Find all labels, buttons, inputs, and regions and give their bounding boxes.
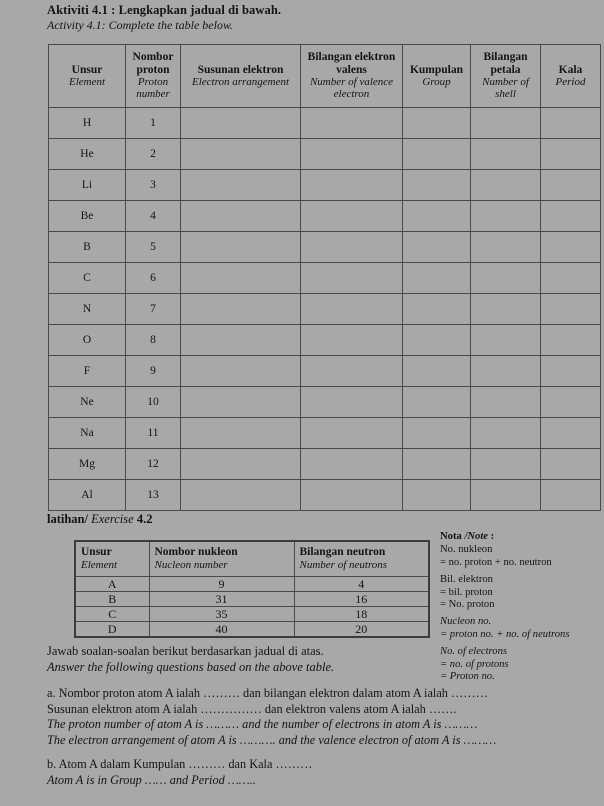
table-row xyxy=(49,108,601,139)
note-line: Nucleon no. xyxy=(440,616,492,628)
cell-period[interactable] xyxy=(541,170,601,201)
cell-shells[interactable] xyxy=(471,139,541,170)
note-line: No. of electrons xyxy=(440,646,507,658)
question-a-en-line-1[interactable]: The proton number of atom A is ……… and the number of electrons in atom A is ……… xyxy=(47,717,478,731)
cell-valence-electron[interactable] xyxy=(301,263,403,294)
instruction-en: Answer the following questions based on the above table. xyxy=(47,660,335,674)
cell-shells[interactable] xyxy=(471,387,541,418)
note-line: = No. proton xyxy=(440,599,495,611)
cell-electron-arrangement[interactable] xyxy=(181,387,301,418)
cell-nucleon-number: 40 xyxy=(149,622,294,638)
cell-shells[interactable] xyxy=(471,263,541,294)
cell-proton-number: 12 xyxy=(126,449,181,480)
cell-element: Ne xyxy=(49,387,126,418)
nucleon-number-table xyxy=(74,540,430,638)
cell-proton-number: 3 xyxy=(126,170,181,201)
cell-electron-arrangement[interactable] xyxy=(181,325,301,356)
cell-group[interactable] xyxy=(403,480,471,511)
table-row xyxy=(49,232,601,263)
question-b xyxy=(47,757,595,788)
element-properties-table-body xyxy=(49,108,601,511)
cell-electron-arrangement[interactable] xyxy=(181,232,301,263)
column-header-proton-number xyxy=(126,45,181,108)
column-header-neutrons-en: Number of neutrons xyxy=(299,559,388,571)
cell-element: N xyxy=(49,294,126,325)
column-header-valence-electron-ms: Bilangan elektron valens xyxy=(307,51,396,76)
cell-element: D xyxy=(75,622,149,638)
cell-period[interactable] xyxy=(541,232,601,263)
column-header-electron-arrangement-ms: Susunan elektron xyxy=(197,63,284,76)
column-header-neutrons xyxy=(294,541,429,577)
cell-element: B xyxy=(75,592,149,607)
cell-period[interactable] xyxy=(541,294,601,325)
cell-group[interactable] xyxy=(403,418,471,449)
column-header-element-ms: Unsur xyxy=(81,545,112,558)
table-row xyxy=(49,201,601,232)
table-row xyxy=(49,263,601,294)
cell-period[interactable] xyxy=(541,108,601,139)
cell-group[interactable] xyxy=(403,263,471,294)
cell-valence-electron[interactable] xyxy=(301,170,403,201)
cell-proton-number: 2 xyxy=(126,139,181,170)
instructions xyxy=(47,643,437,675)
cell-element: O xyxy=(49,325,126,356)
cell-neutrons: 16 xyxy=(294,592,429,607)
note-title xyxy=(440,531,600,543)
nucleon-table-header-row xyxy=(75,541,429,577)
column-header-proton-number-ms: Nombor proton xyxy=(132,51,174,76)
cell-electron-arrangement[interactable] xyxy=(181,480,301,511)
cell-group[interactable] xyxy=(403,294,471,325)
activity-title-en: Activity 4.1: Complete the table below. xyxy=(47,18,234,32)
cell-element: B xyxy=(49,232,126,263)
cell-electron-arrangement[interactable] xyxy=(181,418,301,449)
note-title-ms: Nota xyxy=(440,531,462,542)
column-header-element-ms: Unsur xyxy=(71,63,103,76)
cell-shells[interactable] xyxy=(471,170,541,201)
cell-element: Mg xyxy=(49,449,126,480)
cell-valence-electron[interactable] xyxy=(301,356,403,387)
cell-period[interactable] xyxy=(541,387,601,418)
cell-proton-number: 13 xyxy=(126,480,181,511)
nucleon-table-body xyxy=(75,577,429,638)
column-header-element xyxy=(49,45,126,108)
table-row xyxy=(49,170,601,201)
questions-list xyxy=(47,686,595,797)
cell-period[interactable] xyxy=(541,139,601,170)
column-header-group-en: Group xyxy=(422,76,451,88)
question-a xyxy=(47,686,595,748)
note-line: = proton no. + no. of neutrons xyxy=(440,628,570,640)
column-header-proton-number-en: Proton number xyxy=(136,76,170,101)
note-box xyxy=(440,531,600,688)
cell-element: Na xyxy=(49,418,126,449)
cell-nucleon-number: 9 xyxy=(149,577,294,592)
cell-element: Li xyxy=(49,170,126,201)
column-header-period xyxy=(541,45,601,108)
cell-element: H xyxy=(49,108,126,139)
cell-proton-number: 4 xyxy=(126,201,181,232)
question-a-en-line-2[interactable]: The electron arrangement of atom A is ………. and the valence electron of atom A is ……… xyxy=(47,732,497,747)
exercise-number: 4.2 xyxy=(136,512,153,526)
cell-element: Be xyxy=(49,201,126,232)
cell-shells[interactable] xyxy=(471,356,541,387)
cell-shells[interactable] xyxy=(471,480,541,511)
cell-neutrons: 18 xyxy=(294,607,429,622)
instruction-ms: Jawab soalan-soalan berikut berdasarkan jadual di atas. xyxy=(47,644,324,658)
column-header-valence-electron-en: Number of valence electron xyxy=(309,76,394,101)
cell-valence-electron[interactable] xyxy=(301,108,403,139)
column-header-shells-en: Number of shell xyxy=(482,76,529,101)
table-row xyxy=(75,622,429,638)
note-title-colon: : xyxy=(490,531,495,542)
cell-group[interactable] xyxy=(403,108,471,139)
column-header-group-ms: Kumpulan xyxy=(409,63,464,76)
table-row xyxy=(49,387,601,418)
cell-group[interactable] xyxy=(403,139,471,170)
column-header-nucleon-number xyxy=(149,541,294,577)
cell-period[interactable] xyxy=(541,418,601,449)
cell-electron-arrangement[interactable] xyxy=(181,170,301,201)
cell-electron-arrangement[interactable] xyxy=(181,139,301,170)
cell-element: C xyxy=(75,607,149,622)
cell-valence-electron[interactable] xyxy=(301,139,403,170)
cell-period[interactable] xyxy=(541,480,601,511)
cell-period[interactable] xyxy=(541,263,601,294)
cell-electron-arrangement[interactable] xyxy=(181,449,301,480)
table-row xyxy=(49,449,601,480)
table-row xyxy=(75,592,429,607)
cell-group[interactable] xyxy=(403,449,471,480)
activity-title-ms: Aktiviti 4.1 : Lengkapkan jadual di bawah. xyxy=(47,3,282,17)
cell-neutrons: 4 xyxy=(294,577,429,592)
cell-shells[interactable] xyxy=(471,201,541,232)
note-line: = no. of protons xyxy=(440,658,509,670)
cell-proton-number: 1 xyxy=(126,108,181,139)
note-group-ms-nucleon xyxy=(440,544,600,569)
cell-proton-number: 9 xyxy=(126,356,181,387)
column-header-element-en: Element xyxy=(81,559,118,571)
column-header-neutrons-ms: Bilangan neutron xyxy=(299,545,386,558)
table-row xyxy=(75,577,429,592)
column-header-period-ms: Kala xyxy=(558,63,583,76)
note-line: = Proton no. xyxy=(440,671,495,683)
exercise-label-ms: latihan xyxy=(47,512,85,526)
cell-group[interactable] xyxy=(403,232,471,263)
cell-shells[interactable] xyxy=(471,108,541,139)
table-row xyxy=(49,418,601,449)
column-header-shells-ms: Bilangan petala xyxy=(483,51,528,76)
column-header-shells xyxy=(471,45,541,108)
note-line: Bil. elektron xyxy=(440,574,493,586)
note-title-separator: / xyxy=(464,531,468,542)
cell-period[interactable] xyxy=(541,356,601,387)
cell-proton-number: 6 xyxy=(126,263,181,294)
element-properties-table xyxy=(48,44,601,511)
cell-valence-electron[interactable] xyxy=(301,325,403,356)
cell-shells[interactable] xyxy=(471,418,541,449)
cell-electron-arrangement[interactable] xyxy=(181,356,301,387)
table-row xyxy=(49,139,601,170)
cell-element: F xyxy=(49,356,126,387)
note-title-en: Note xyxy=(467,531,488,542)
note-group-ms-electron xyxy=(440,574,600,611)
note-line: = bil. proton xyxy=(440,586,493,598)
cell-group[interactable] xyxy=(403,387,471,418)
cell-electron-arrangement[interactable] xyxy=(181,108,301,139)
column-header-element-en: Element xyxy=(68,76,106,88)
exercise-label-separator: / xyxy=(84,512,88,526)
cell-valence-electron[interactable] xyxy=(301,201,403,232)
column-header-nucleon-number-en: Nucleon number xyxy=(154,559,228,571)
cell-shells[interactable] xyxy=(471,232,541,263)
cell-proton-number: 11 xyxy=(126,418,181,449)
table-row xyxy=(49,480,601,511)
cell-group[interactable] xyxy=(403,201,471,232)
cell-group[interactable] xyxy=(403,325,471,356)
table-row xyxy=(75,607,429,622)
cell-nucleon-number: 35 xyxy=(149,607,294,622)
cell-valence-electron[interactable] xyxy=(301,480,403,511)
cell-valence-electron[interactable] xyxy=(301,294,403,325)
note-group-en-electron xyxy=(440,646,600,683)
cell-group[interactable] xyxy=(403,356,471,387)
column-header-group xyxy=(403,45,471,108)
table-row xyxy=(49,325,601,356)
cell-period[interactable] xyxy=(541,449,601,480)
cell-valence-electron[interactable] xyxy=(301,387,403,418)
exercise-label-en: Exercise xyxy=(91,512,134,526)
cell-element: Al xyxy=(49,480,126,511)
cell-period[interactable] xyxy=(541,201,601,232)
note-group-en-nucleon xyxy=(440,616,600,641)
cell-nucleon-number: 31 xyxy=(149,592,294,607)
question-a-ms-line-2[interactable]: Susunan elektron atom A ialah …………… dan elektron valens atom A ialah ……. xyxy=(47,701,457,716)
exercise-label xyxy=(47,512,152,527)
column-header-electron-arrangement xyxy=(181,45,301,108)
cell-period[interactable] xyxy=(541,325,601,356)
cell-proton-number: 8 xyxy=(126,325,181,356)
cell-neutrons: 20 xyxy=(294,622,429,638)
table-row xyxy=(49,356,601,387)
table-row xyxy=(49,294,601,325)
cell-shells[interactable] xyxy=(471,325,541,356)
cell-shells[interactable] xyxy=(471,294,541,325)
cell-valence-electron[interactable] xyxy=(301,232,403,263)
activity-heading xyxy=(47,3,587,33)
column-header-valence-electron xyxy=(301,45,403,108)
cell-valence-electron[interactable] xyxy=(301,418,403,449)
cell-proton-number: 5 xyxy=(126,232,181,263)
note-line: No. nukleon xyxy=(440,544,493,556)
cell-electron-arrangement[interactable] xyxy=(181,263,301,294)
cell-shells[interactable] xyxy=(471,449,541,480)
cell-proton-number: 10 xyxy=(126,387,181,418)
question-a-ms-line-1[interactable]: a. Nombor proton atom A ialah ……… dan bilangan elektron dalam atom A ialah ……… xyxy=(47,686,488,700)
cell-element: C xyxy=(49,263,126,294)
question-b-en-line-1[interactable]: Atom A is in Group …… and Period …….. xyxy=(47,772,256,787)
cell-electron-arrangement[interactable] xyxy=(181,294,301,325)
column-header-element xyxy=(75,541,149,577)
column-header-nucleon-number-ms: Nombor nukleon xyxy=(154,545,238,558)
table-header-row xyxy=(49,45,601,108)
cell-element: A xyxy=(75,577,149,592)
cell-valence-electron[interactable] xyxy=(301,449,403,480)
question-b-ms-line-1[interactable]: b. Atom A dalam Kumpulan ……… dan Kala ……… xyxy=(47,757,313,771)
column-header-electron-arrangement-en: Electron arrangement xyxy=(191,76,290,88)
note-line: = no. proton + no. neutron xyxy=(440,556,552,568)
cell-proton-number: 7 xyxy=(126,294,181,325)
cell-group[interactable] xyxy=(403,170,471,201)
cell-electron-arrangement[interactable] xyxy=(181,201,301,232)
cell-element: He xyxy=(49,139,126,170)
column-header-period-en: Period xyxy=(555,76,586,88)
